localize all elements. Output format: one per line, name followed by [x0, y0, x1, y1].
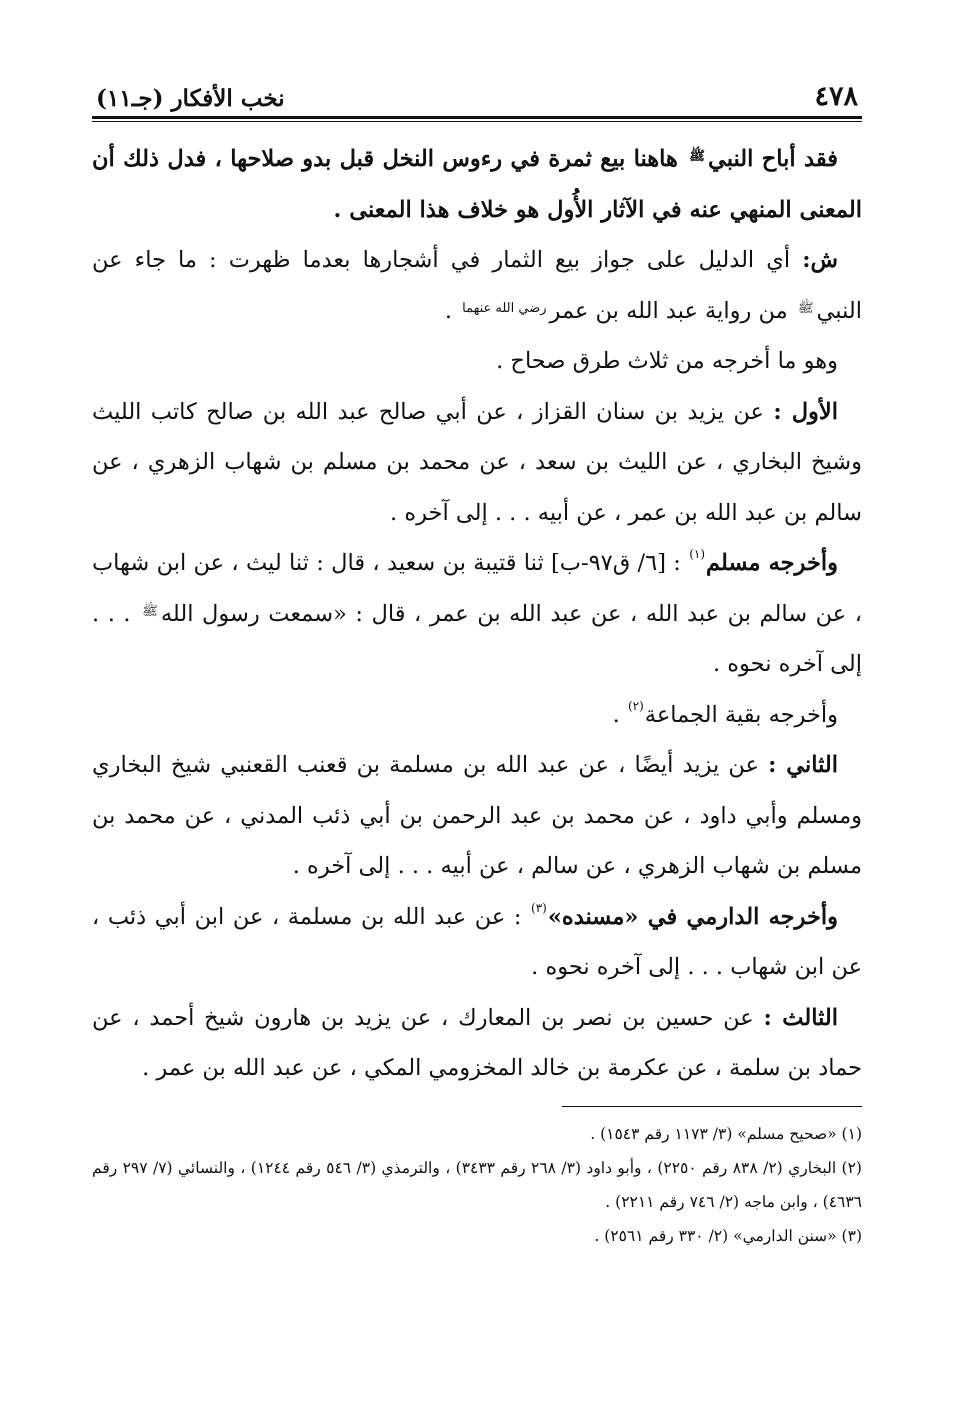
footnote-ref-1: (١)	[689, 547, 706, 561]
muslim-label: وأخرجه مسلم	[706, 550, 838, 576]
book-title: نخب الأفكار (جـ١١)	[96, 85, 285, 112]
matn-text-end: هاهنا بيع ثمرة في رءوس النخل قبل بدو صلاحها ، فدل ذلك أن المعنى المنهي عنه في الآثار الأُول هو خلاف هذا المعنى .	[92, 146, 862, 223]
footnote-1: (١) «صحيح مسلم» (٣/ ١١٧٣ رقم ١٥٤٣) .	[590, 1124, 862, 1143]
prophet-honorific-glyph: ﷺ	[142, 603, 158, 619]
book-page	[92, 78, 862, 1253]
sharh-paragraph	[92, 235, 862, 336]
darimi-label: وأخرجه الدارمي في «مسنده»	[547, 903, 838, 930]
first-chain-text: عن يزيد بن سنان القزاز ، عن أبي صالح عبد الله بن صالح كاتب الليث وشيخ البخاري ، عن الليث بن سعد ، عن محمد بن مسلم بن شهاب الزهري ، عن سالم بن عبد الله بن عمر ، عن أبيه . . . إلى آخره .	[92, 398, 862, 526]
companion-honorific-glyph: رضي الله عنهما	[462, 300, 547, 316]
main-text	[92, 134, 862, 1094]
footnote-ref-2: (٢)	[627, 698, 644, 713]
header-rule	[92, 116, 862, 122]
jamaa-text: وأخرجه بقية الجماعة	[644, 701, 838, 728]
muslim-paragraph	[92, 538, 862, 690]
third-chain-label: الثالث :	[763, 1004, 839, 1031]
darimi-text: : عن عبد الله بن مسلمة ، عن ابن أبي ذئب ، عن ابن شهاب . . . إلى آخره نحوه .	[92, 903, 862, 980]
darimi-paragraph	[92, 892, 862, 993]
jamaa-paragraph	[92, 690, 862, 741]
prophet-honorific-glyph: ﷺ	[797, 300, 814, 316]
third-chain-text: عن حسين بن نصر بن المعارك ، عن يزيد بن هارون شيخ أحمد ، عن حماد بن سلمة ، عن عكرمة بن خالد المخزومي المكي ، عن عبد الله بن عمر .	[92, 1004, 862, 1081]
second-chain-paragraph	[92, 740, 862, 892]
prophet-honorific-glyph: ﷺ	[689, 149, 705, 164]
footnote-separator	[562, 1106, 862, 1107]
page-number: ٤٧٨	[814, 81, 858, 112]
muslim-text: : [٦/ ق٩٧-ب] ثنا قتيبة بن سعيد ، قال : ثنا ليث ، عن ابن شهاب ، عن سالم بن عبد الله ، عن عبد الله بن عمر ، قال : «سمعت رسول الله	[92, 550, 862, 627]
third-chain-paragraph	[92, 993, 862, 1094]
sharh-text-start: أي الدليل على جواز بيع الثمار في أشجارها بعدما ظهرت : ما جاء عن النبي	[92, 247, 862, 324]
jamaa-end: .	[612, 701, 627, 728]
intro-paragraph: وهو ما أخرجه من ثلاث طرق صحاح .	[496, 348, 838, 374]
second-chain-label: الثاني :	[768, 752, 838, 778]
footnote-3: (٣) «سنن الدارمي» (٢/ ٣٣٠ رقم ٢٥٦١) .	[594, 1226, 862, 1245]
running-header	[92, 78, 862, 116]
first-chain-paragraph	[92, 387, 862, 539]
sharh-text-middle: من رواية عبد الله بن عمر	[549, 297, 795, 324]
footnote-ref-3: (٣)	[531, 900, 547, 915]
footnotes	[92, 1117, 862, 1253]
muslim-text-end: . . . إلى آخره نحوه .	[92, 600, 862, 677]
first-chain-label: الأول :	[773, 398, 839, 425]
matn-text-start: فقد أباح النبي	[707, 146, 838, 172]
sharh-text-end: .	[444, 297, 460, 324]
second-chain-text: عن يزيد أيضًا ، عن عبد الله بن مسلمة بن قعنب القعنبي شيخ البخاري ومسلم وأبي داود ، عن محمد بن عبد الرحمن بن أبي ذئب المدني ، عن محمد بن مسلم بن شهاب الزهري ، عن سالم ، عن أبيه . . . إلى آخره .	[92, 752, 862, 879]
footnote-2: (٢) البخاري (٢/ ٨٣٨ رقم ٢٢٥٠) ، وأبو داود (٣/ ٢٦٨ رقم ٣٤٣٣) ، والترمذي (٣/ ٥٤٦ رقم ١٢٤٤) ، والنسائي (٧/ ٢٩٧ رقم ٤٦٣٦) ، وابن ماجه (٢/ ٧٤٦ رقم ٢٢١١) .	[92, 1158, 862, 1211]
matn-paragraph	[92, 134, 862, 235]
sharh-marker: ش:	[802, 247, 838, 273]
